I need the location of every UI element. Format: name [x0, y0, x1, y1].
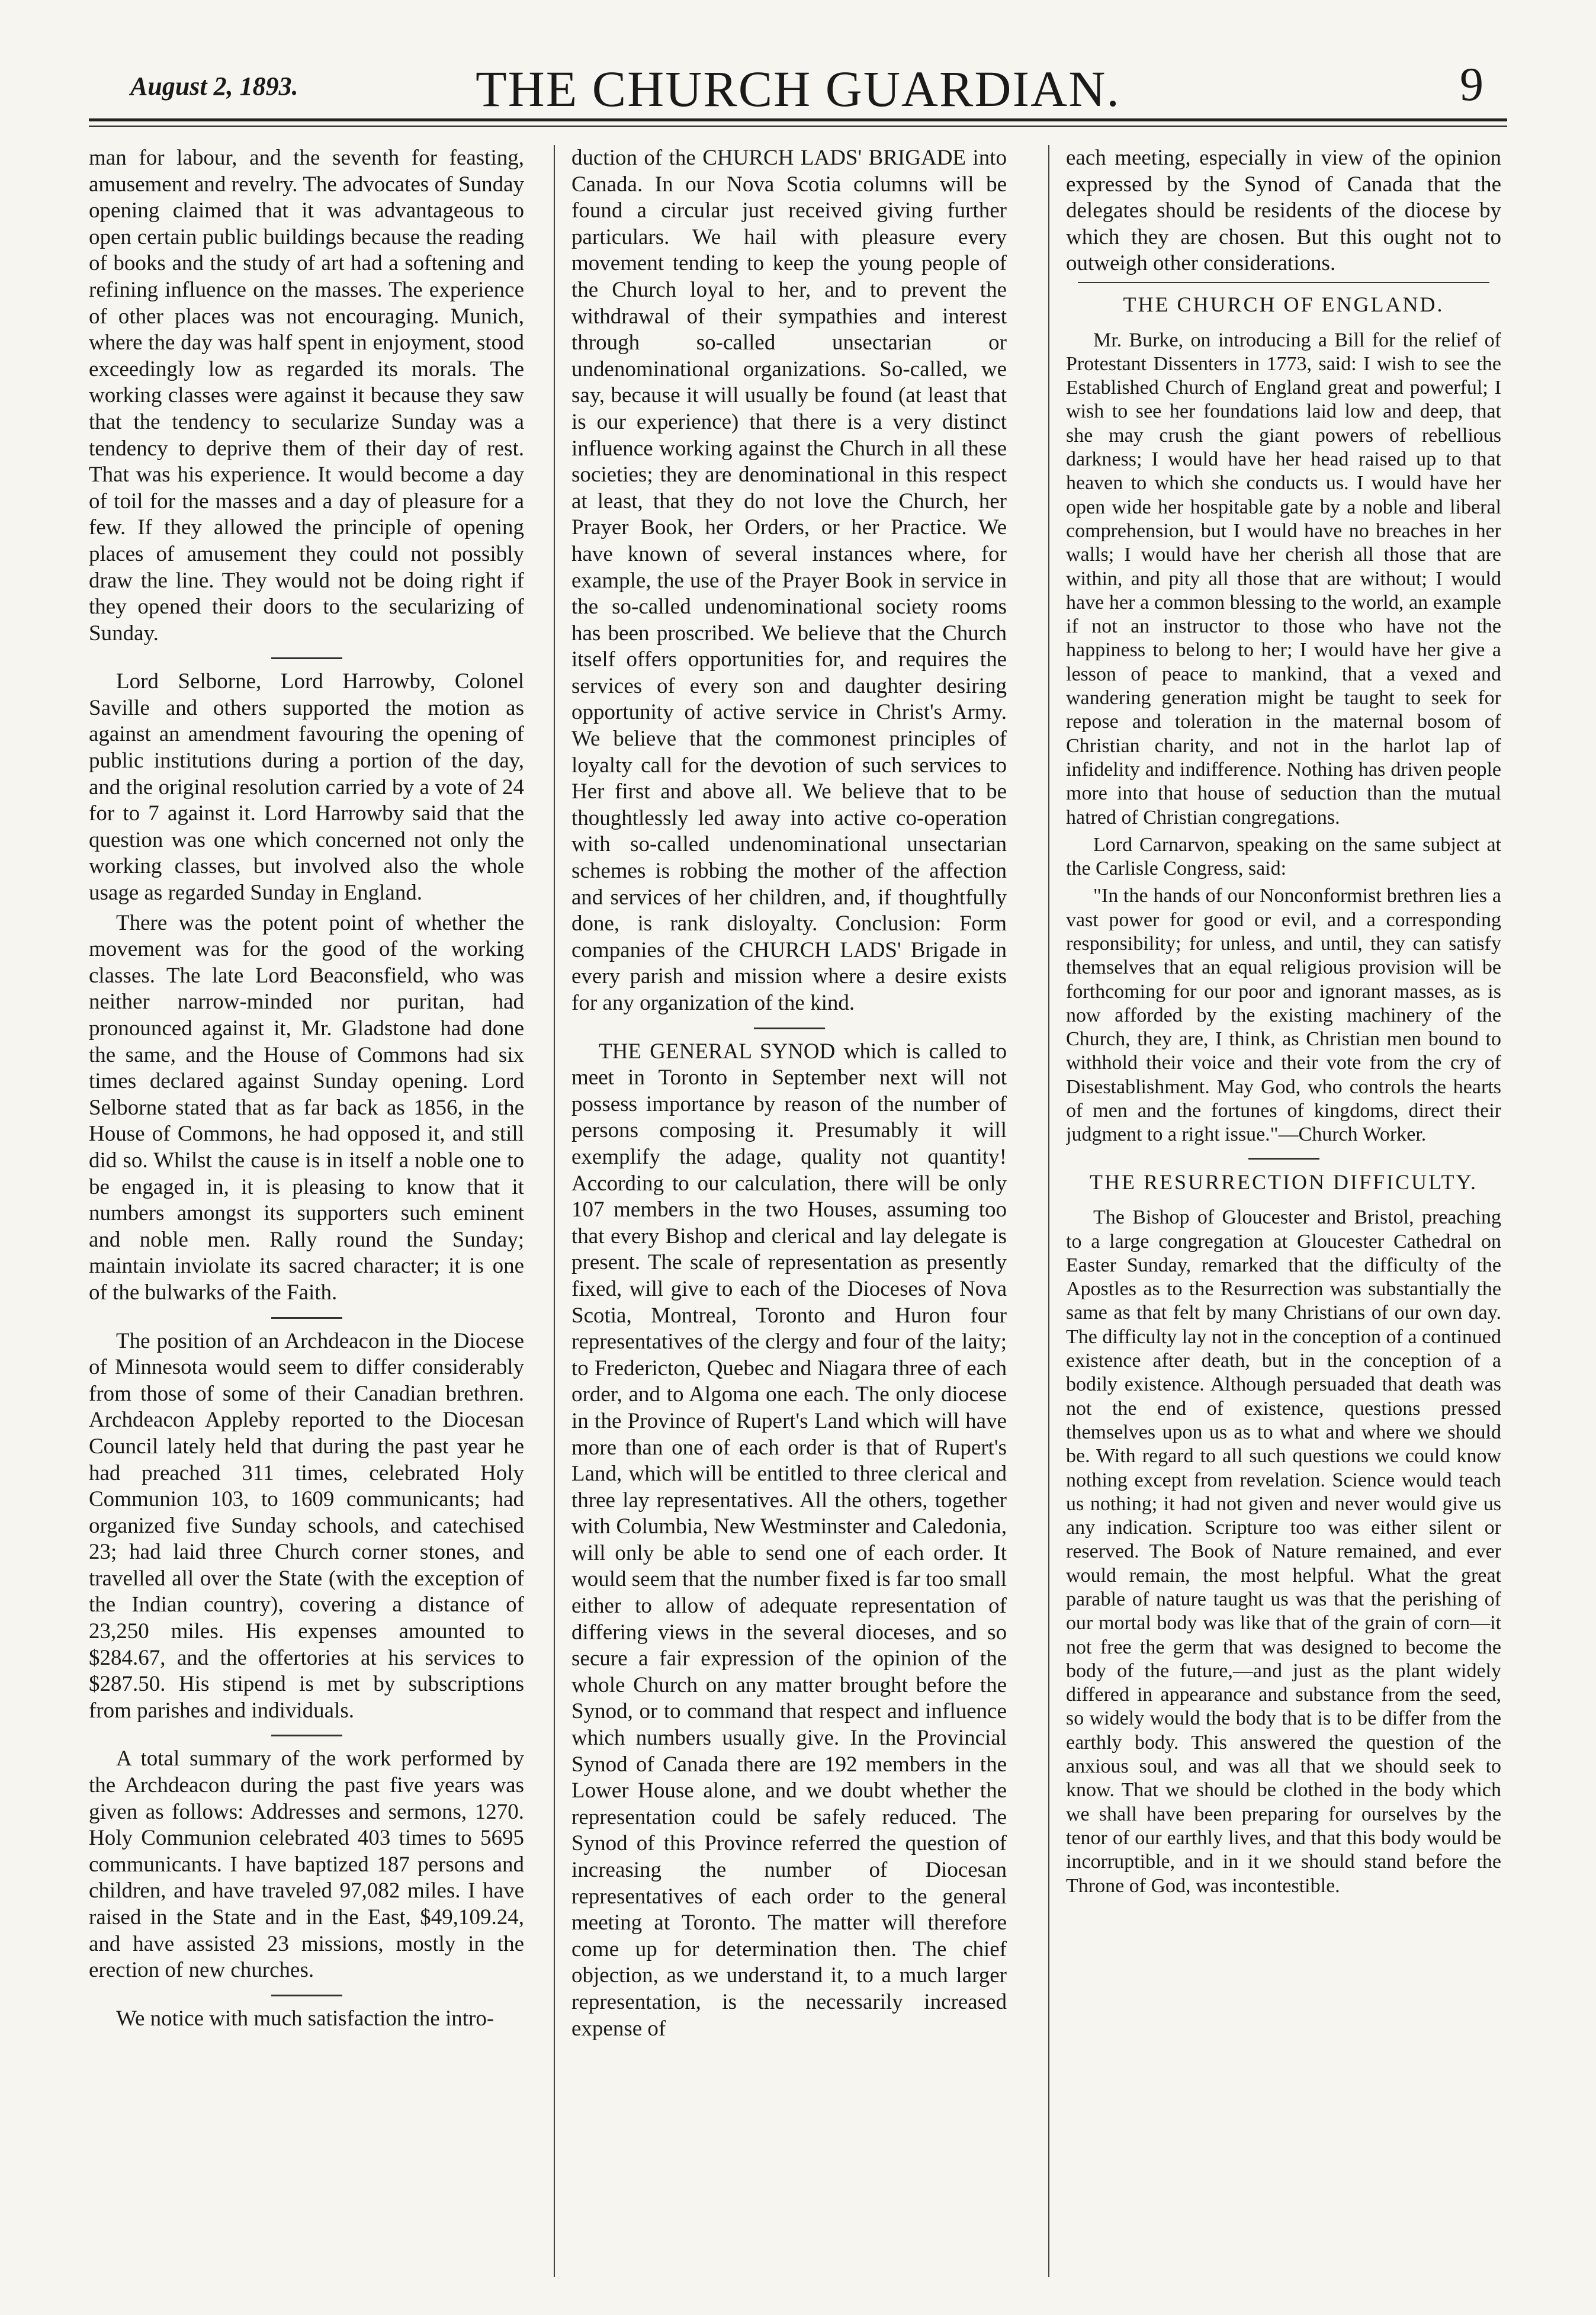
- lord-selborne-paragraph: Lord Selborne, Lord Harrowby, Colonel Saville and others supported the motion as against an amendment favouring the opening of public institutions during a portion of the day, and the original resolution carried by a vote of 24 for to 7 against it. Lord Harrowby said that the question was one which concerned not only the working classes, but involved also the whole usage as regarded Sunday in England.: [89, 669, 524, 906]
- column-2: [571, 145, 1007, 2277]
- church-lads-brigade-paragraph: duction of the CHURCH LADS' BRIGADE into Canada. In our Nova Scotia columns will be found a circular just received giving further particulars. We hail with pleasure every movement tending to keep the young people of the Church loyal to her, and to prevent the withdrawal of their sympathies and interest through so-called unsectarian or undenominational organizations. So-called, we say, because it will usually be found (at least that is our experience) that there is a very distinct influence working against the Church in all these societies; they are denominational in this respect at least, that they do not love the Church, her Prayer Book, her Orders, or her Practice. We have known of several instances where, for example, the use of the Prayer Book in service in the so-called undenominational society rooms has been proscribed. We believe that the Church itself offers opportunities for, and requires the services of every son and daughter desiring opportunity of active service in Christ's Army. We believe that the commonest principles of loyalty call for the devotion of such services to Her first and above all. We believe that to be thoughtlessly led away into active co-operation with so-called undenominational unsectarian schemes is robbing the mother of the affection and services of her children, and, if thoughtfully done, is rank disloyalty. Conclusion: Form companies of the CHURCH LADS' Brigade in every parish and mission where a desire exists for any organization of the kind.: [571, 146, 1007, 1015]
- section-separator: [271, 1735, 342, 1736]
- burke-paragraph: Mr. Burke, on introducing a Bill for the relief of Protestant Dissenters in 1773, said: I wish to see the Established Church of England great and powerful; I wish to see her foundations laid low and deep, that she may crush the giant powers of rebellious darkness; I would have her head raised up to that heaven to which she conducts us. I would have her open wide her hospitable gate by a noble and liberal comprehension, but I would have no breaches in her walls; I would have her cherish all those that are within, and pity all those that are without; I would have her a common blessing to the world, an example if not an instructor to those who have not the happiness to belong to her; I would have her give a lesson of peace to mankind, that a vexed and wandering generation might be taught to seek for repose and toleration in the maternal bosom of Christian charity, and not in the harlot lap of infidelity and indifference. Nothing has driven people more into that house of seduction than the mutual hatred of Christian congregations.: [1066, 329, 1501, 829]
- column-3: [1066, 145, 1501, 2277]
- carnarvon-quote-paragraph: "In the hands of our Nonconformist brethren lies a vast power for good or evil, and a corresponding responsibility; for unless, and until, they can satisfy themselves that an equal religious provision will be forthcoming for our poor and ignorant masses, as is now afforded by the existing machinery of the Church, they are, I think, as Christian men bound to withhold their voice and their vote from the cry of Disestablishment. May God, who controls the hearts of men and the fortunes of kingdoms, direct their judgment to a right issue."—Church Worker.: [1066, 885, 1501, 1146]
- heading-rule: [1078, 282, 1489, 283]
- masthead-rule-thick: [89, 118, 1507, 121]
- resurrection-difficulty-heading: THE RESURRECTION DIFFICULTY.: [1089, 1170, 1478, 1194]
- general-synod-paragraph: THE GENERAL SYNOD which is called to meet in Toronto in September next will not possess importance by reason of the number of persons composing it. Presumably it will exemplify the adage, quality not quantity! According to our calculation, there will be only 107 members in the two Houses, assuming too that every Bishop and clerical and lay delegate is present. The scale of representation as presently fixed, will give to each of the Dioceses of Nova Scotia, Montreal, Toronto and Huron four representatives of the clergy and four of the laity; to Fredericton, Quebec and Niagara three of each order, and to Algoma one each. The only diocese in the Province of Rupert's Land which will have more than one of each order is that of Rupert's Land, which will be entitled to three clerical and three lay representatives. All the others, together with Columbia, New Westminster and Caledonia, will only be able to send one of each order. It would seem that the number fixed is far too small either to allow of adequate representation of differing views in the several dioceses, and so secure a fair expression of the opinion of the whole Church on any matter brought before the Synod, or to command that respect and influence which numbers usually give. In the Provincial Synod of Canada there are 192 members in the Lower House alone, and we doubt whether the representation could be safely reduced. The Synod of this Province referred the question of increasing the number of Diocesan representatives of each order to the general meeting at Toronto. The matter will therefore come up for determination then. The chief objection, as we understand it, to a much larger representation, is the necessarily increased expense of: [571, 1039, 1007, 2041]
- synod-continuation-paragraph: each meeting, especially in view of the opinion expressed by the Synod of Canada that the delegates should be residents of the diocese by which they are chosen. But this ought not to outweigh other considerations.: [1066, 146, 1501, 276]
- archdeacon-minnesota-paragraph: The position of an Archdeacon in the Diocese of Minnesota would seem to differ considerably from those of some of their Canadian brethren. Archdeacon Appleby reported to the Diocesan Council lately held that during the past year he had preached 311 times, celebrated Holy Communion 103, to 1609 communicants; had organized five Sunday schools, and catechised 23; had laid three Church corner stones, and travelled all over the State (with the exception of the Indian country), covering a distance of 23,250 miles. His expenses amounted to $284.67, and the offertories at his services to $287.50. His stipend is met by subscriptions from parishes and individuals.: [89, 1328, 524, 1723]
- newspaper-title: THE CHURCH GUARDIAN.: [476, 60, 1120, 117]
- issue-date: August 2, 1893.: [130, 72, 298, 101]
- section-separator: [271, 1995, 342, 1996]
- section-separator: [271, 1317, 342, 1319]
- potent-point-paragraph: There was the potent point of whether the movement was for the good of the working classes. The late Lord Beaconsfield, who was neither narrow-minded nor puritan, had pronounced against it, Mr. Gladstone had done the same, and the House of Commons had six times declared against Sunday opening. Lord Selborne stated that as far back as 1856, in the House of Commons, he had opposed it, and still did so. Whilst the cause is in itself a noble one to be engaged in, it is pleasing to know that it numbers amongst its supporters such eminent and noble men. Rally round the Sunday; maintain inviolate its sacred character; it is one of the bulwarks of the Faith.: [89, 910, 524, 1305]
- page-number: 9: [1460, 59, 1483, 111]
- column-divider-2: [1048, 145, 1049, 2277]
- church-of-england-heading: THE CHURCH OF ENGLAND.: [1123, 292, 1444, 316]
- church-lads-intro-paragraph: We notice with much satisfaction the intro-: [116, 2006, 494, 2031]
- resurrection-paragraph: The Bishop of Gloucester and Bristol, preaching to a large congregation at Gloucester Cathedral on Easter Sunday, remarked that the difficulty of the Apostles as to the Resurrection was substantially the same as that felt by many Christians of our own day. The difficulty lay not in the conception of a continued existence after death, but in the conception of a bodily existence. Although persuaded that death was not the end of existence, questions pressed themselves upon us as to what and where we should be. With regard to all such questions we could know nothing except from revelation. Science would teach us nothing; it had not given and never would give us any indication. Scripture too was either silent or reserved. The Book of Nature remained, and ever would remain, the most helpful. What the great parable of nature taught us was that the perishing of our mortal body was like that of the grain of corn—it not free the germ that was designed to become the body of the future,—and just as the plant widely differed in appearance and substance from the seed, so widely would the body that is to be differ from the earthly body. This answered the question of the anxious soul, and was all that we should seek to know. That we should be clothed in the body which we shall have been preparing for ourselves by the tenor of our earthly lives, and that this body would be incorruptible, and in it we should stand before the Throne of God, was incontestible.: [1066, 1206, 1501, 1897]
- column-1: [89, 145, 524, 2277]
- section-separator: [271, 657, 342, 659]
- masthead: [89, 46, 1507, 117]
- sunday-opening-paragraph: man for labour, and the seventh for feasting, amusement and revelry. The advocates of Sunday opening claimed that it was advantageous to open certain public buildings because the reading of books and the study of art had a softening and refining influence on the masses. The experience of other places was not encouraging. Munich, where the day was half spent in enjoyment, stood exceedingly low as regarded its morals. The working classes were against it because they saw that the tendency to secularize Sunday was a tendency to deprive them of their day of rest. That was his experience. It would become a day of toil for the masses and a day of pleasure for a few. If they allowed the principle of opening places of amusement they could not possibly draw the line. They would not be doing right if they opened their doors to the secularizing of Sunday.: [89, 146, 524, 646]
- column-divider-1: [554, 145, 555, 2277]
- carnarvon-intro-paragraph: Lord Carnarvon, speaking on the same subject at the Carlisle Congress, said:: [1066, 833, 1501, 880]
- masthead-rule-thin: [89, 126, 1507, 127]
- section-separator: [1248, 1158, 1319, 1160]
- section-separator: [754, 1028, 825, 1029]
- archdeacon-summary-paragraph: A total summary of the work performed by the Archdeacon during the past five years was given as follows: Addresses and sermons, 1270. Holy Communion celebrated 403 times to 5695 communicants. I have baptized 187 persons and children, and have traveled 97,082 miles. I have raised in the State and in the East, $49,109.24, and have assisted 23 missions, mostly in the erection of new churches.: [89, 1746, 524, 1983]
